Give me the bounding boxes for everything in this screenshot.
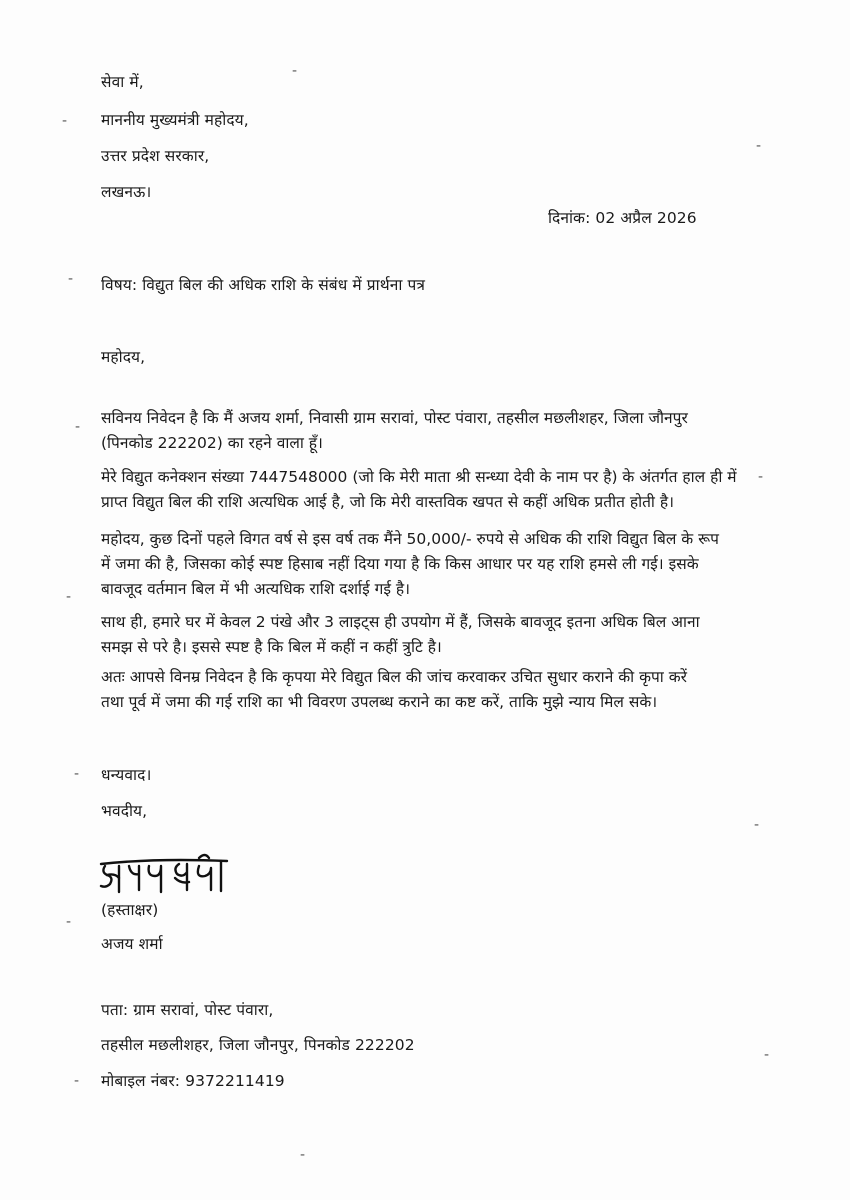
paragraph-line: सविनय निवेदन है कि मैं अजय शर्मा, निवासी ग्राम सरावां, पोस्ट पंवारा, तहसील मछलीशहर, जिला जौनपुर: [101, 409, 688, 427]
scan-mark: -: [66, 914, 72, 930]
paragraph-line: साथ ही, हमारे घर में केवल 2 पंखे और 3 लाइट्स ही उपयोग में हैं, जिसके बावजूद इतना अधिक बिल आना: [101, 613, 700, 631]
body-paragraph-2: [101, 465, 769, 515]
paragraph-line: मेरे विद्युत कनेक्शन संख्या 7447548000 (जो कि मेरी माता श्री सन्ध्या देवी के नाम पर है) के अंतर्गत हाल ही में: [101, 468, 737, 486]
body-paragraph-4: [101, 610, 769, 660]
scan-mark: -: [68, 271, 74, 287]
address-line-1: पता: ग्राम सरावां, पोस्ट पंवारा,: [101, 1001, 274, 1019]
scan-mark: -: [74, 766, 80, 782]
scan-mark: -: [756, 138, 762, 154]
scan-mark: -: [62, 113, 68, 129]
mobile-number: मोबाइल नंबर: 9372211419: [101, 1072, 285, 1090]
letter-date: दिनांक: 02 अप्रैल 2026: [548, 209, 697, 227]
recipient-line-3: उत्तर प्रदेश सरकार,: [101, 147, 210, 165]
scan-mark: -: [66, 589, 72, 605]
scan-mark: -: [74, 1073, 80, 1089]
scan-mark: -: [758, 469, 764, 485]
scan-mark: -: [292, 63, 298, 79]
paragraph-line: तथा पूर्व में जमा की गई राशि का भी विवरण उपलब्ध कराने का कष्ट करें, ताकि मुझे न्याय मिल सके।: [101, 693, 658, 711]
paragraph-line: बावजूद वर्तमान बिल में भी अत्यधिक राशि दर्शाई गई है।: [101, 580, 410, 598]
scan-mark: -: [764, 1047, 770, 1063]
closing-thanks: धन्यवाद।: [101, 766, 152, 784]
recipient-line-1: सेवा में,: [101, 73, 144, 91]
letter-subject: विषय: विद्युत बिल की अधिक राशि के संबंध में प्रार्थना पत्र: [101, 276, 426, 294]
paragraph-line: अतः आपसे विनम्र निवेदन है कि कृपया मेरे विद्युत बिल की जांच करवाकर उचित सुधार कराने की कृपा करें: [101, 668, 687, 686]
signature-label: (हस्ताक्षर): [101, 901, 159, 919]
paragraph-line: (पिनकोड 222202) का रहने वाला हूँ।: [101, 434, 323, 452]
closing-yours: भवदीय,: [101, 802, 148, 820]
scan-mark: -: [300, 1147, 306, 1163]
paragraph-line: समझ से परे है। इससे स्पष्ट है कि बिल में कहीं न कहीं त्रुटि है।: [101, 638, 442, 656]
paragraph-line: प्राप्त विद्युत बिल की राशि अत्यधिक आई है, जो कि मेरी वास्तविक खपत से कहीं अधिक प्रतीत होती है।: [101, 493, 674, 511]
body-paragraph-5: [101, 665, 769, 715]
sender-name: अजय शर्मा: [101, 935, 163, 953]
salutation: महोदय,: [101, 348, 146, 366]
body-paragraph-3: [101, 527, 769, 602]
body-paragraph-1: [101, 406, 769, 456]
address-line-2: तहसील मछलीशहर, जिला जौनपुर, पिनकोड 222202: [101, 1036, 415, 1054]
recipient-line-2: माननीय मुख्यमंत्री महोदय,: [101, 111, 249, 129]
scan-mark: -: [754, 817, 760, 833]
paragraph-line: में जमा की है, जिसका कोई स्पष्ट हिसाब नहीं दिया गया है कि किस आधार पर यह राशि हमसे ली गई। इसके: [101, 555, 699, 573]
recipient-line-4: लखनऊ।: [101, 183, 152, 201]
handwritten-signature: [95, 852, 245, 898]
paragraph-line: महोदय, कुछ दिनों पहले विगत वर्ष से इस वर्ष तक मैंने 50,000/- रुपये से अधिक की राशि विद्युत बिल के रूप: [101, 530, 719, 548]
scan-mark: -: [75, 419, 81, 435]
